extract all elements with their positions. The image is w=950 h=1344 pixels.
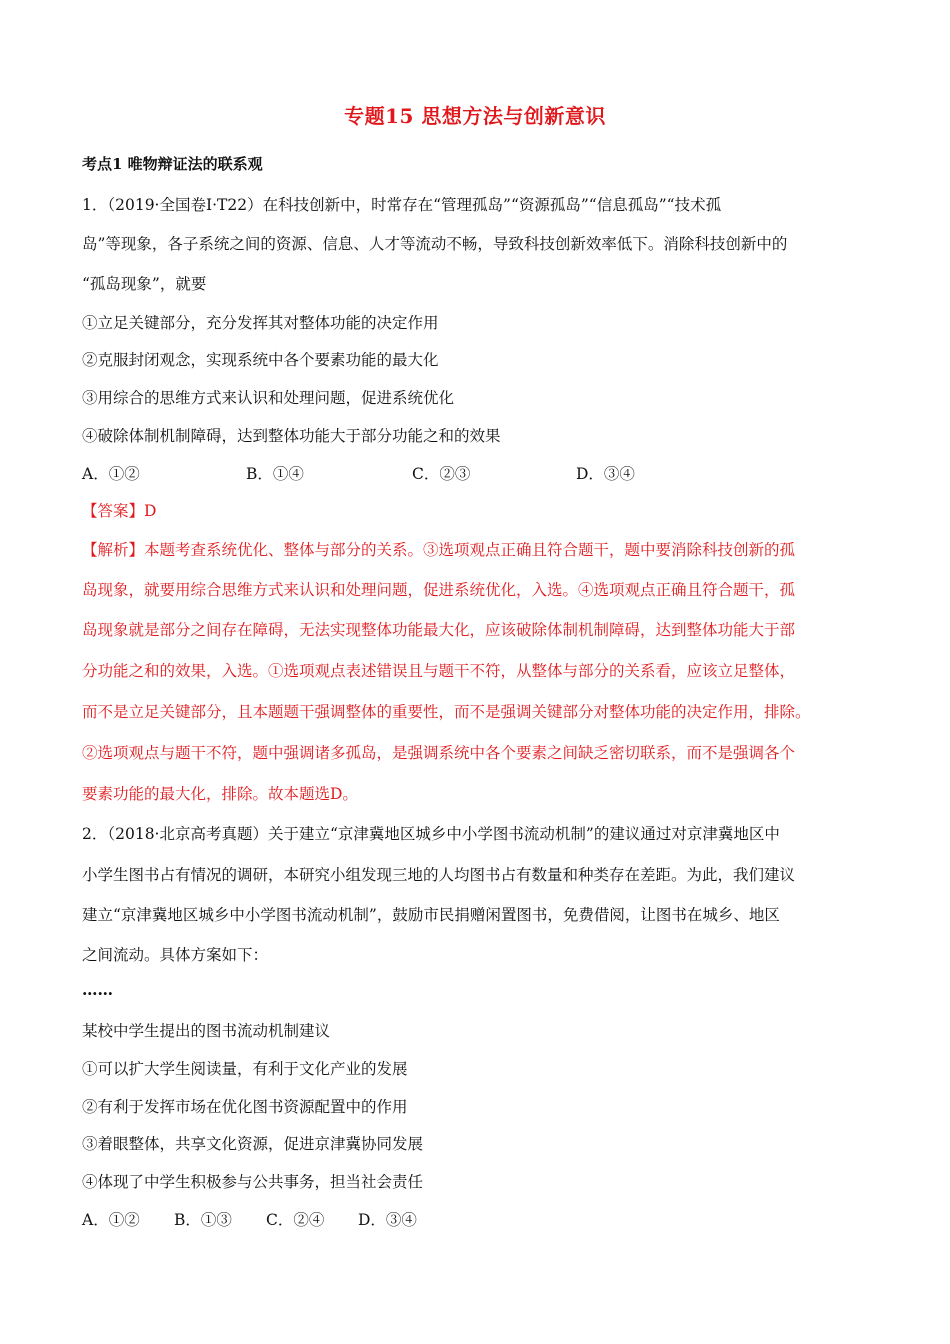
q1-stem-line: 岛”等现象，各子系统之间的资源、信息、人才等流动不畅，导致科技创新效率低下。消除科技创新中的 bbox=[82, 235, 788, 253]
q2-ellipsis: …… bbox=[82, 980, 113, 999]
q1-answer: 【答案】D bbox=[82, 502, 157, 520]
q1-statement: ②克服封闭观念，实现系统中各个要素功能的最大化 bbox=[82, 351, 439, 369]
q1-options bbox=[82, 462, 635, 484]
q1-statement: ①立足关键部分，充分发挥其对整体功能的决定作用 bbox=[82, 314, 439, 332]
q2-stem-line: 2．（2018·北京高考真题）关于建立“京津冀地区城乡中小学图书流动机制”的建议通过对京津冀地区中 bbox=[82, 825, 780, 843]
q2-statement: ③着眼整体，共享文化资源，促进京津冀协同发展 bbox=[82, 1135, 424, 1153]
q1-stem-line: 1．（2019·全国卷Ⅰ·T22）在科技创新中，时常存在“管理孤岛”“资源孤岛”“信息孤岛”“技术孤 bbox=[82, 196, 722, 214]
q1-option-b: B．①④ bbox=[246, 465, 304, 483]
q1-analysis-line: 【解析】本题考查系统优化、整体与部分的关系。③选项观点正确且符合题干，题中要消除科技创新的孤 bbox=[82, 541, 796, 559]
q1-stem-line: “孤岛现象”，就要 bbox=[82, 275, 207, 293]
q1-option-d: D．③④ bbox=[576, 465, 635, 483]
q2-stem-line: 某校中学生提出的图书流动机制建议 bbox=[82, 1022, 331, 1040]
q1-statement: ③用综合的思维方式来认识和处理问题，促进系统优化 bbox=[82, 389, 455, 407]
q2-option-b: B．①③ bbox=[174, 1211, 232, 1229]
q1-analysis-line: 岛现象就是部分之间存在障碍，无法实现整体功能最大化，应该破除体制机制障碍，达到整体功能大于部 bbox=[82, 621, 796, 639]
q2-options bbox=[82, 1208, 417, 1230]
q1-analysis-line: 岛现象，就要用综合思维方式来认识和处理问题，促进系统优化，入选。④选项观点正确且符合题干，孤 bbox=[82, 581, 796, 599]
q2-option-a: A．①② bbox=[82, 1211, 140, 1229]
q2-option-d: D．③④ bbox=[358, 1211, 417, 1229]
q2-stem-line: 小学生图书占有情况的调研，本研究小组发现三地的人均图书占有数量和种类存在差距。为此，我们建议 bbox=[82, 866, 796, 884]
q2-option-c: C．②④ bbox=[266, 1211, 325, 1229]
q1-option-c: C．②③ bbox=[412, 465, 471, 483]
q2-stem-line: 之间流动。具体方案如下： bbox=[82, 946, 269, 964]
q1-analysis-line: ②选项观点与题干不符，题中强调诸多孤岛，是强调系统中各个要素之间缺乏密切联系，而不是强调各个 bbox=[82, 744, 796, 762]
q2-statement: ②有利于发挥市场在优化图书资源配置中的作用 bbox=[82, 1098, 408, 1116]
q1-option-a: A．①② bbox=[82, 465, 140, 483]
q2-stem-line: 建立“京津冀地区城乡中小学图书流动机制”，鼓励市民捐赠闲置图书，免费借阅，让图书在城乡、地区 bbox=[82, 906, 780, 924]
q1-statement: ④破除体制机制障碍，达到整体功能大于部分功能之和的效果 bbox=[82, 427, 501, 445]
q1-analysis-line: 分功能之和的效果，入选。①选项观点表述错误且与题干不符，从整体与部分的关系看，应该立足整体， bbox=[82, 662, 796, 680]
q2-statement: ①可以扩大学生阅读量，有利于文化产业的发展 bbox=[82, 1060, 408, 1078]
q1-analysis-line: 而不是立足关键部分，且本题题干强调整体的重要性，而不是强调关键部分对整体功能的决定作用，排除。 bbox=[82, 703, 811, 721]
q2-statement: ④体现了中学生积极参与公共事务，担当社会责任 bbox=[82, 1173, 424, 1191]
q1-analysis-line: 要素功能的最大化，排除。故本题选D。 bbox=[82, 785, 358, 803]
page-title: 专题15 思想方法与创新意识 bbox=[344, 104, 606, 128]
section-heading: 考点1 唯物辩证法的联系观 bbox=[82, 155, 263, 173]
